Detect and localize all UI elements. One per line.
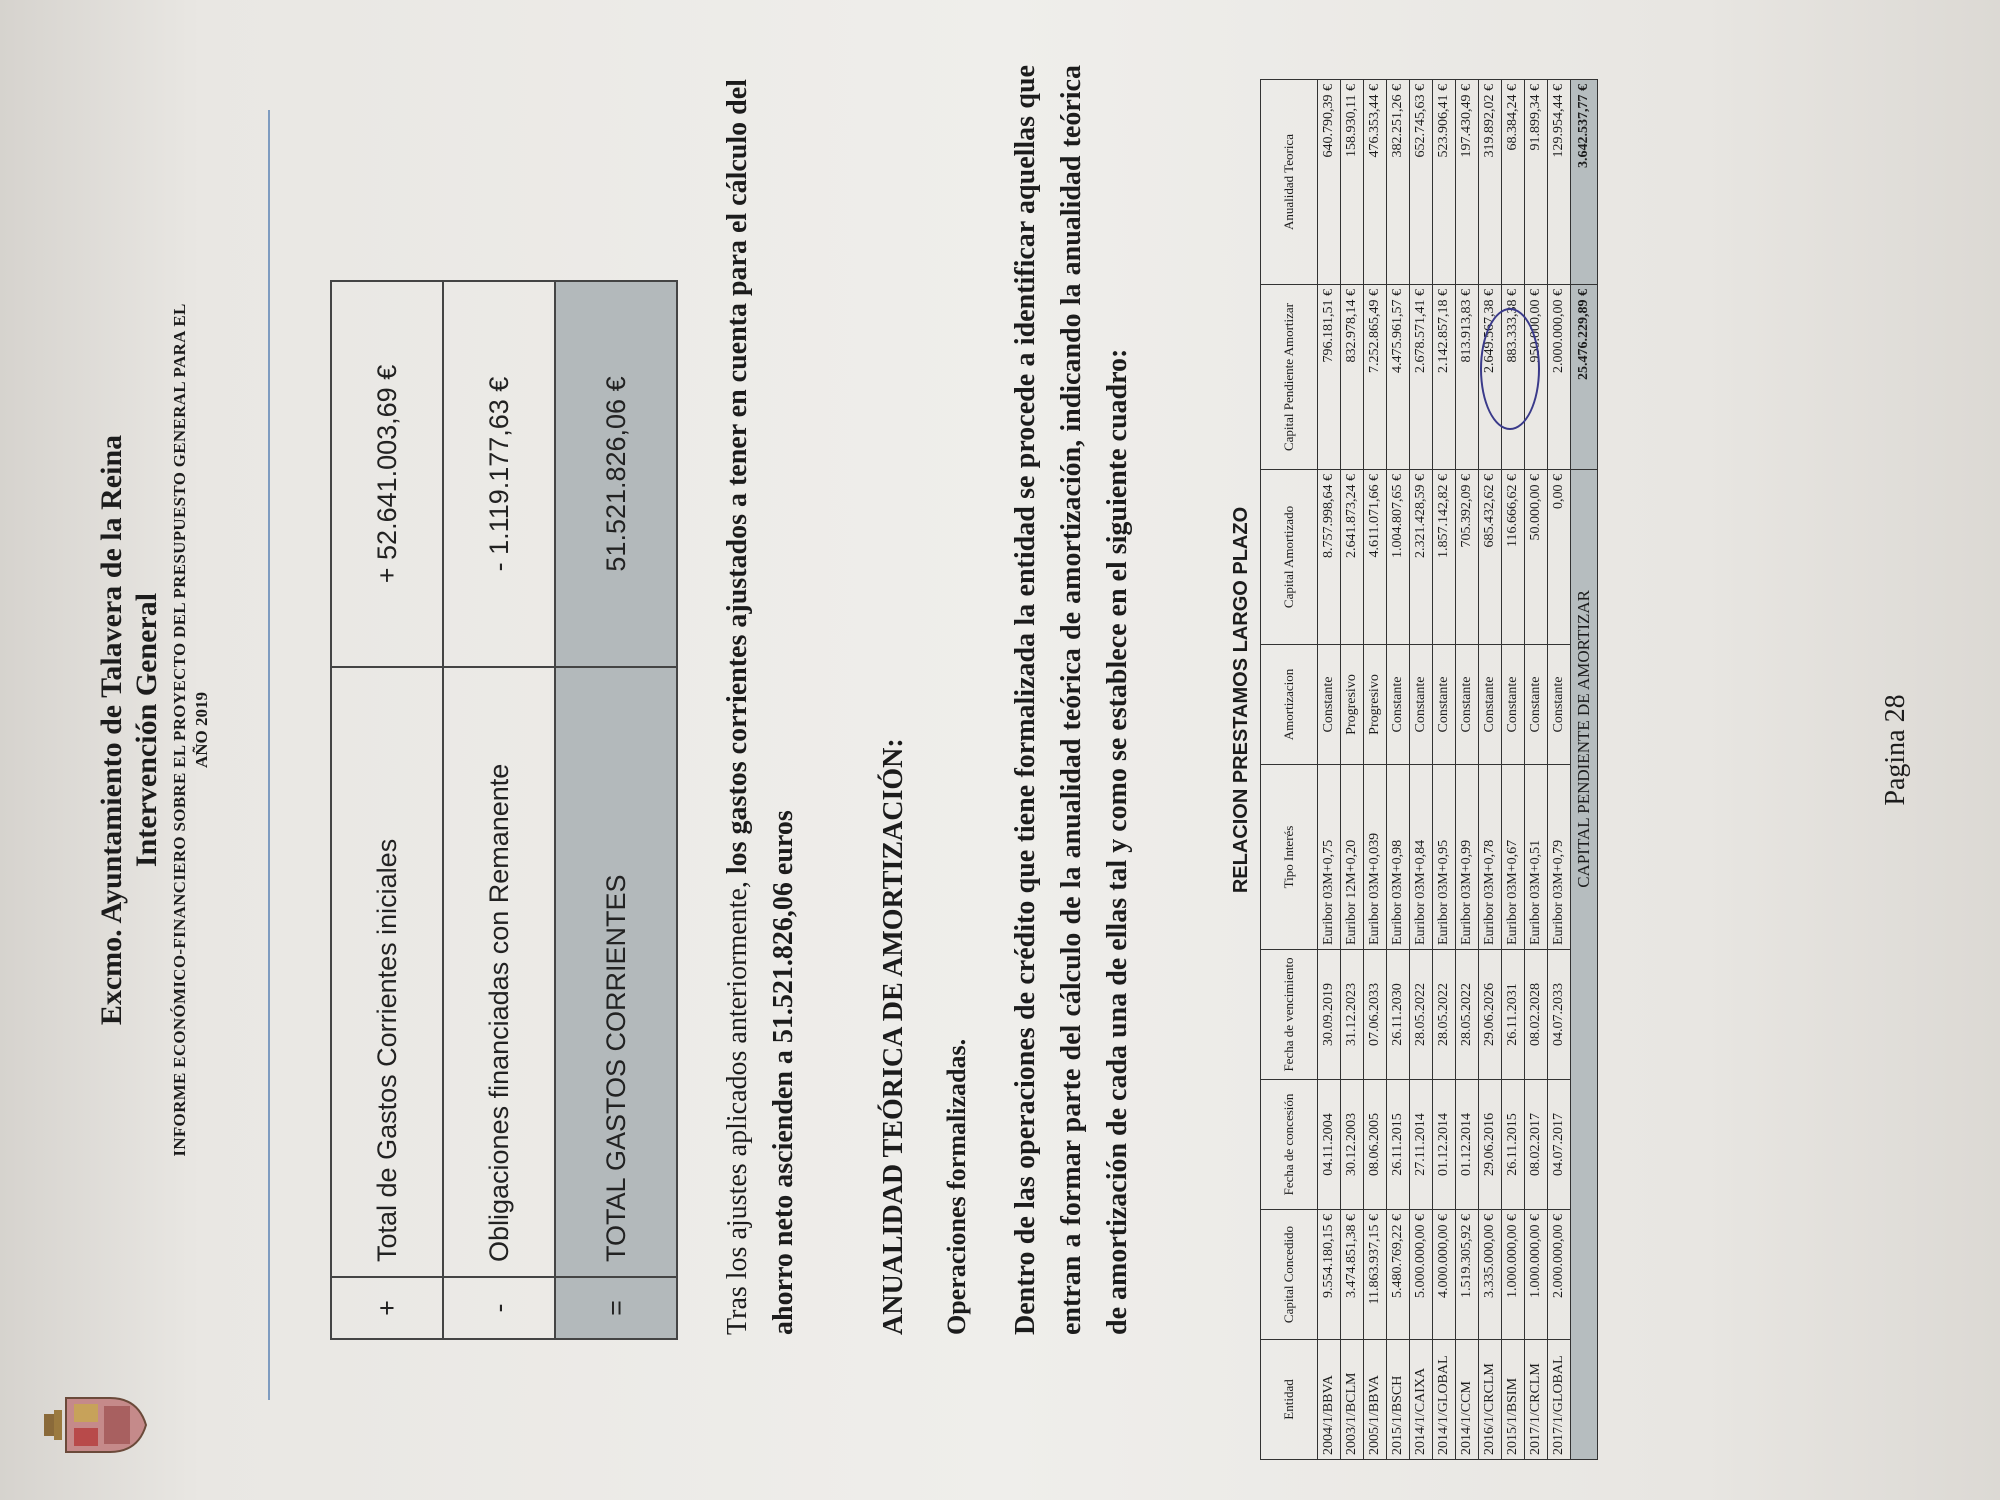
loans-cell: 2014/1/CAIXA — [1410, 1340, 1433, 1460]
loans-table-title: RELACION PRESTAMOS LARGO PLAZO — [1230, 506, 1252, 894]
loans-cell: 1.000.000,00 € — [1502, 1210, 1525, 1340]
loans-cell: 2004/1/BBVA — [1318, 1340, 1341, 1460]
loans-cell: 1.857.142,82 € — [1433, 470, 1456, 645]
loans-row — [1318, 80, 1341, 1460]
loans-row — [1410, 80, 1433, 1460]
loans-column-header: Entidad — [1261, 1340, 1318, 1460]
paragraph-bold-text: los gastos corrientes ajustados a tener en cuenta para el cálculo del ahorro neto ascienden a 51.521.826,06 euros — [722, 79, 799, 1335]
loans-cell: 30.09.2019 — [1318, 950, 1341, 1080]
loans-cell: Euribor 12M+0,20 — [1341, 765, 1364, 950]
loans-cell: 2017/1/GLOBAL — [1548, 1340, 1571, 1460]
loans-cell: 26.11.2015 — [1502, 1080, 1525, 1210]
loans-cell: 813.913,83 € — [1456, 285, 1479, 470]
report-year: AÑO 2019 — [192, 691, 211, 769]
loans-cell: 2.678.571,41 € — [1410, 285, 1433, 470]
loans-cell: 4.475.961,57 € — [1387, 285, 1410, 470]
loans-header-row — [1261, 80, 1318, 1460]
loans-cell: 640.790,39 € — [1318, 80, 1341, 285]
loans-column-header: Amortizacion — [1261, 645, 1318, 765]
loans-cell: 2.321.428,59 € — [1410, 470, 1433, 645]
loans-cell: 3.335.000,00 € — [1479, 1210, 1502, 1340]
loans-cell: 28.05.2022 — [1410, 950, 1433, 1080]
loans-cell: Constante — [1433, 645, 1456, 765]
loans-cell: 2017/1/CRCLM — [1525, 1340, 1548, 1460]
loans-cell: Constante — [1318, 645, 1341, 765]
paragraph-ajustes — [715, 65, 807, 1335]
loans-cell: 705.392,09 € — [1456, 470, 1479, 645]
loans-cell: 4.611.071,66 € — [1364, 470, 1387, 645]
loans-cell: 0,00 € — [1548, 470, 1571, 645]
summary-label: TOTAL GASTOS CORRIENTES — [555, 667, 677, 1277]
loans-row — [1525, 80, 1548, 1460]
loans-cell: 197.430,49 € — [1456, 80, 1479, 285]
summary-row — [331, 281, 443, 1339]
loans-cell: 26.11.2031 — [1502, 950, 1525, 1080]
loans-column-header: Capital Concedido — [1261, 1210, 1318, 1340]
loans-cell: 29.06.2026 — [1479, 950, 1502, 1080]
loans-cell: 2.641.873,24 € — [1341, 470, 1364, 645]
loans-column-header: Anualidad Teorica — [1261, 80, 1318, 285]
loans-cell: 950.000,00 € — [1525, 285, 1548, 470]
loans-column-header: Tipo Interés — [1261, 765, 1318, 950]
loans-cell: 04.11.2004 — [1318, 1080, 1341, 1210]
loans-cell: Constante — [1525, 645, 1548, 765]
loans-cell: 2.649.567,38 € — [1479, 285, 1502, 470]
loans-cell: 68.384,24 € — [1502, 80, 1525, 285]
summary-label: Obligaciones financiadas con Remanente — [443, 667, 555, 1277]
loans-cell: Euribor 03M+0,67 — [1502, 765, 1525, 950]
paragraph-plain-text: Tras los ajustes aplicados anteriormente, — [722, 874, 753, 1335]
loans-row — [1387, 80, 1410, 1460]
loans-cell: Euribor 03M+0,95 — [1433, 765, 1456, 950]
total-annuity: 3.642.537,77 € — [1571, 80, 1598, 285]
summary-value: 51.521.826,06 € — [555, 281, 677, 667]
loans-cell: 30.12.2003 — [1341, 1080, 1364, 1210]
loans-cell: 2016/1/CRCLM — [1479, 1340, 1502, 1460]
loans-cell: 476.353,44 € — [1364, 80, 1387, 285]
loans-cell: Euribor 03M+0,51 — [1525, 765, 1548, 950]
page-number: Pagina 28 — [1880, 694, 1911, 806]
loans-cell: 685.432,62 € — [1479, 470, 1502, 645]
loans-cell: Constante — [1387, 645, 1410, 765]
loans-column-header: Capital Amortizado — [1261, 470, 1318, 645]
loans-cell: 382.251,26 € — [1387, 80, 1410, 285]
loans-cell: 7.252.865,49 € — [1364, 285, 1387, 470]
loans-cell: 27.11.2014 — [1410, 1080, 1433, 1210]
loans-table — [1260, 79, 1598, 1460]
loans-cell: 2.000.000,00 € — [1548, 1210, 1571, 1340]
summary-sign: + — [331, 1277, 443, 1339]
loans-row — [1479, 80, 1502, 1460]
loans-cell: 29.06.2016 — [1479, 1080, 1502, 1210]
loans-cell: Euribor 03M+0,75 — [1318, 765, 1341, 950]
report-title: INFORME ECONÓMICO-FINANCIERO SOBRE EL PROYECTO DEL PRESUPUESTO GENERAL PARA EL — [170, 303, 189, 1157]
total-label: CAPITAL PENDIENTE DE AMORTIZAR — [1571, 470, 1598, 1460]
loans-cell: 129.954,44 € — [1548, 80, 1571, 285]
loans-cell: 3.474.851,38 € — [1341, 1210, 1364, 1340]
loans-cell: 91.899,34 € — [1525, 80, 1548, 285]
loans-cell: Euribor 03M+0,78 — [1479, 765, 1502, 950]
loans-cell: 01.12.2014 — [1433, 1080, 1456, 1210]
loans-cell: 04.07.2017 — [1548, 1080, 1571, 1210]
loans-cell: 50.000,00 € — [1525, 470, 1548, 645]
loans-cell: 1.004.807,65 € — [1387, 470, 1410, 645]
summary-row — [443, 281, 555, 1339]
loans-cell: 5.480.769,22 € — [1387, 1210, 1410, 1340]
loans-cell: 2003/1/BCLM — [1341, 1340, 1364, 1460]
loans-column-header: Fecha de vencimiento — [1261, 950, 1318, 1080]
loans-cell: 158.930,11 € — [1341, 80, 1364, 285]
loans-row — [1364, 80, 1387, 1460]
loans-cell: 08.06.2005 — [1364, 1080, 1387, 1210]
loans-column-header: Capital Pendiente Amortizar — [1261, 285, 1318, 470]
loans-cell: Constante — [1502, 645, 1525, 765]
coat-of-arms-logo — [40, 1390, 150, 1460]
loans-row — [1341, 80, 1364, 1460]
loans-cell: Progresivo — [1341, 645, 1364, 765]
loans-cell: 523.906,41 € — [1433, 80, 1456, 285]
summary-sign: - — [443, 1277, 555, 1339]
loans-cell: 652.745,63 € — [1410, 80, 1433, 285]
loans-cell: Euribor 03M+0,99 — [1456, 765, 1479, 950]
loans-cell: 31.12.2023 — [1341, 950, 1364, 1080]
loans-cell: 2015/1/BSIM — [1502, 1340, 1525, 1460]
loans-row — [1548, 80, 1571, 1460]
section-heading: ANUALIDAD TEÓRICA DE AMORTIZACIÓN: — [878, 738, 909, 1335]
loans-cell: Constante — [1410, 645, 1433, 765]
loans-cell: 832.978,14 € — [1341, 285, 1364, 470]
loans-column-header: Fecha de concesión — [1261, 1080, 1318, 1210]
loans-cell: Euribor 03M+0,98 — [1387, 765, 1410, 950]
loans-total-row — [1571, 80, 1598, 1460]
loans-cell: 08.02.2017 — [1525, 1080, 1548, 1210]
loans-cell: 26.11.2030 — [1387, 950, 1410, 1080]
loans-cell: 4.000.000,00 € — [1433, 1210, 1456, 1340]
loans-row — [1502, 80, 1525, 1460]
loans-cell: Euribor 03M+0,79 — [1548, 765, 1571, 950]
loans-cell: Euribor 03M+0,039 — [1364, 765, 1387, 950]
loans-cell: Euribor 03M+0,84 — [1410, 765, 1433, 950]
loans-cell: 8.757.998,64 € — [1318, 470, 1341, 645]
loans-cell: 2.142.857,18 € — [1433, 285, 1456, 470]
total-pending: 25.476.229,89 € — [1571, 285, 1598, 470]
loans-cell: 883.333,38 € — [1502, 285, 1525, 470]
loans-cell: 01.12.2014 — [1456, 1080, 1479, 1210]
loans-cell: 9.554.180,15 € — [1318, 1210, 1341, 1340]
subsection-heading: Operaciones formalizadas. — [942, 1038, 971, 1335]
loans-cell: Constante — [1548, 645, 1571, 765]
summary-table — [330, 280, 678, 1340]
loans-cell: 2014/1/GLOBAL — [1433, 1340, 1456, 1460]
loans-cell: 28.05.2022 — [1456, 950, 1479, 1080]
summary-total-row — [555, 281, 677, 1339]
loans-cell: 2005/1/BBVA — [1364, 1340, 1387, 1460]
loans-row — [1433, 80, 1456, 1460]
loans-cell: 2.000.000,00 € — [1548, 285, 1571, 470]
loans-row — [1456, 80, 1479, 1460]
loans-cell: 116.666,62 € — [1502, 470, 1525, 645]
loans-cell: 2014/1/CCM — [1456, 1340, 1479, 1460]
handwritten-circle — [1480, 308, 1540, 430]
loans-cell: 796.181,51 € — [1318, 285, 1341, 470]
loans-cell: 11.863.937,15 € — [1364, 1210, 1387, 1340]
summary-value: + 52.641.003,69 € — [331, 281, 443, 667]
loans-cell: 28.05.2022 — [1433, 950, 1456, 1080]
paragraph-dentro: Dentro de las operaciones de crédito que tiene formalizada la entidad se procede a identificar aquellas que entran a formar parte del cálculo de la anualidad teórica de amortización, indicando la anualidad teórica de amortización de cada una de ellas tal y como se establece en el siguiente cuadro: — [1010, 65, 1133, 1335]
header-rule — [268, 110, 270, 1400]
summary-value: - 1.119.177,63 € — [443, 281, 555, 667]
loans-cell: 319.892,02 € — [1479, 80, 1502, 285]
loans-cell: 08.02.2028 — [1525, 950, 1548, 1080]
loans-cell: Constante — [1456, 645, 1479, 765]
loans-cell: 2015/1/BSCH — [1387, 1340, 1410, 1460]
org-title: Excmo. Ayuntamiento de Talavera de la Reina — [95, 434, 128, 1026]
loans-body — [1318, 80, 1571, 1460]
loans-cell: 5.000.000,00 € — [1410, 1210, 1433, 1340]
loans-cell: Progresivo — [1364, 645, 1387, 765]
loans-cell: 1.519.305,92 € — [1456, 1210, 1479, 1340]
loans-cell: Constante — [1479, 645, 1502, 765]
summary-label: Total de Gastos Corrientes iniciales — [331, 667, 443, 1277]
dept-title: Intervención General — [130, 592, 163, 868]
summary-sign: = — [555, 1277, 677, 1339]
loans-cell: 26.11.2015 — [1387, 1080, 1410, 1210]
loans-cell: 1.000.000,00 € — [1525, 1210, 1548, 1340]
loans-cell: 04.07.2033 — [1548, 950, 1571, 1080]
loans-cell: 07.06.2033 — [1364, 950, 1387, 1080]
